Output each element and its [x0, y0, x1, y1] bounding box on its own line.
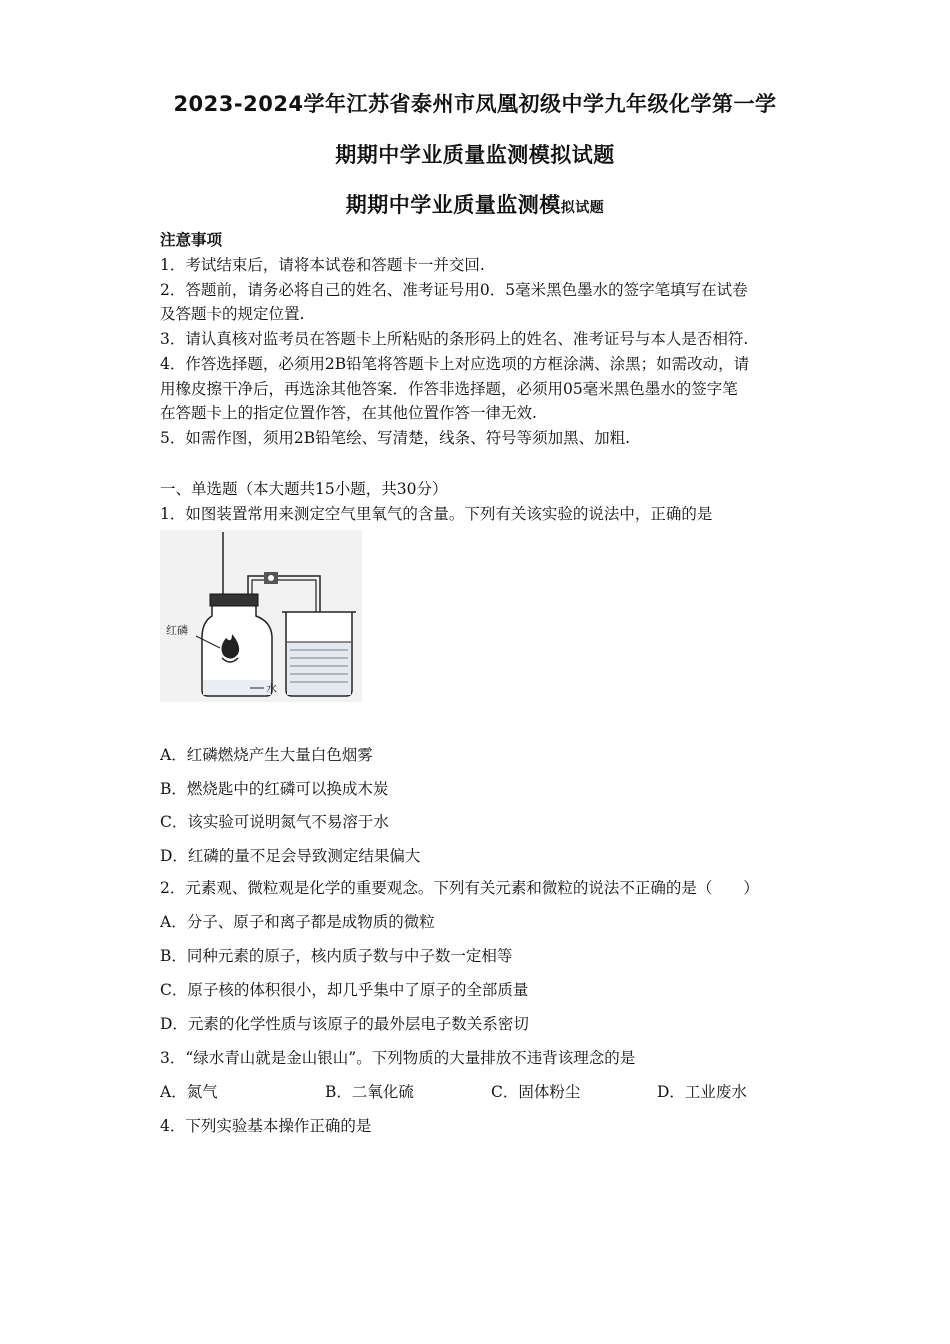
oxygen-experiment-figure — [160, 530, 362, 702]
title-line-2: 期期中学业质量监测模拟试题 — [335, 143, 615, 167]
notice-item: 3．请认真核对监考员在答题卡上所粘贴的条形码上的姓名、准考证号与本人是否相符. — [160, 330, 749, 348]
section-heading: 一、单选题（本大题共15小题，共30分） — [160, 480, 448, 498]
figure-label-phosphorus: 红磷 — [166, 624, 188, 637]
q3-option-a: A．氮气 — [160, 1083, 218, 1101]
title-line-1: 2023-2024学年江苏省泰州市凤凰初级中学九年级化学第一学 — [173, 92, 777, 116]
notice-item: 及答题卡的规定位置. — [160, 305, 305, 323]
title-line-3 — [0, 189, 950, 219]
notice-item: 4．作答选择题，必须用2B铅笔将答题卡上对应选项的方框涂满、涂黑；如需改动，请 — [160, 355, 750, 373]
q2-option-a: A．分子、原子和离子都是成物质的微粒 — [160, 913, 435, 931]
q3-option-b: B．二氧化硫 — [325, 1083, 414, 1101]
notice-heading: 注意事项 — [160, 231, 223, 249]
q2-option-d: D．元素的化学性质与该原子的最外层电子数关系密切 — [160, 1015, 529, 1033]
q1-option-a: A．红磷燃烧产生大量白色烟雾 — [160, 746, 373, 764]
q1-option-d: D．红磷的量不足会导致测定结果偏大 — [160, 847, 421, 865]
q1-option-c: C．该实验可说明氮气不易溶于水 — [160, 813, 389, 831]
q2-stem: 2．元素观、微粒观是化学的重要观念。下列有关元素和微粒的说法不正确的是（ ） — [160, 879, 759, 897]
q3-stem: 3．“绿水青山就是金山银山”。下列物质的大量排放不违背该理念的是 — [160, 1049, 636, 1067]
q3-option-d: D．工业废水 — [657, 1083, 747, 1101]
figure-label-water: 水 — [266, 682, 277, 695]
title-line-3-main: 期期中学业质量监测模 — [345, 193, 561, 217]
notice-item: 在答题卡上的指定位置作答，在其他位置作答一律无效. — [160, 404, 537, 422]
notice-item: 用橡皮擦干净后，再选涂其他答案．作答非选择题，必须用05毫米黑色墨水的签字笔 — [160, 380, 738, 398]
q2-option-b: B．同种元素的原子，核内质子数与中子数一定相等 — [160, 947, 513, 965]
q2-option-c: C．原子核的体积很小，却几乎集中了原子的全部质量 — [160, 981, 529, 999]
notice-item: 2．答题前，请务必将自己的姓名、准考证号用0．5毫米黑色墨水的签字笔填写在试卷 — [160, 281, 748, 299]
q4-stem: 4．下列实验基本操作正确的是 — [160, 1117, 372, 1135]
notice-item: 1．考试结束后，请将本试卷和答题卡一并交回. — [160, 256, 485, 274]
q3-option-c: C．固体粉尘 — [491, 1083, 581, 1101]
q1-stem: 1．如图装置常用来测定空气里氧气的含量。下列有关该实验的说法中，正确的是 — [160, 505, 713, 523]
title-line-3-small: 拟试题 — [560, 200, 605, 216]
q1-option-b: B．燃烧匙中的红磷可以换成木炭 — [160, 780, 389, 798]
notice-item: 5．如需作图，须用2B铅笔绘、写清楚，线条、符号等须加黑、加粗. — [160, 429, 631, 447]
